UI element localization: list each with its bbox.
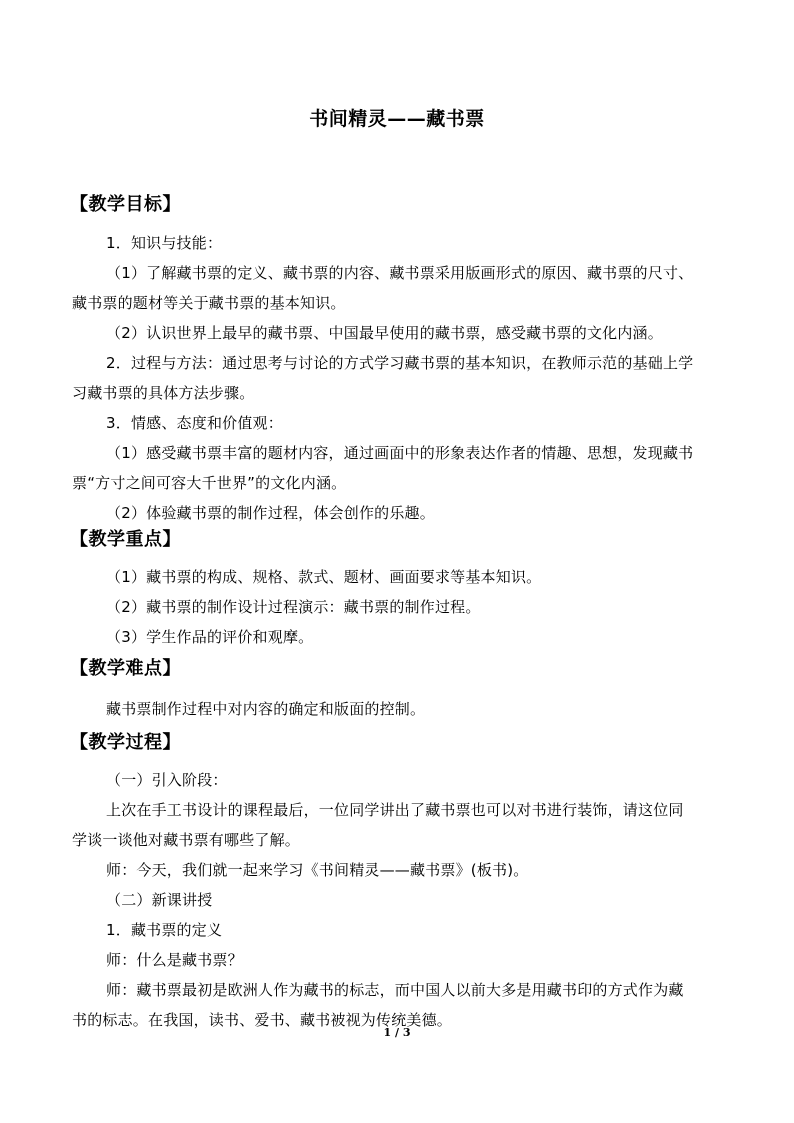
- section-heading-key-points: 【教学重点】: [70, 529, 181, 550]
- objective-process-method-line1: 2．过程与方法：通过思考与讨论的方式学习藏书票的基本知识，在教师示范的基础上学: [106, 354, 694, 372]
- process-definition-heading: 1．藏书票的定义: [106, 921, 223, 939]
- process-intro-stage: （一）引入阶段：: [106, 771, 228, 789]
- objective-emotion-attitude: 3．情感、态度和价值观：: [106, 414, 283, 432]
- key-points-paragraphs: [72, 562, 722, 652]
- process-intro-text-line2: 学谈一谈他对藏书票有哪些了解。: [72, 831, 301, 849]
- process-paragraphs: [72, 765, 722, 1035]
- objective-item-2: （2）认识世界上最早的藏书票、中国最早使用的藏书票，感受藏书票的文化内涵。: [106, 324, 663, 342]
- document-title: 书间精灵——藏书票: [309, 108, 485, 130]
- process-new-lesson: （二）新课讲授: [106, 891, 213, 909]
- section-heading-process: 【教学过程】: [70, 732, 181, 753]
- section-heading-objectives: 【教学目标】: [70, 194, 181, 215]
- objective-item-1-line1: （1）了解藏书票的定义、藏书票的内容、藏书票采用版画形式的原因、藏书票的尺寸、: [106, 264, 694, 282]
- process-teacher-answer-line1: 师：藏书票最初是欧洲人作为藏书的标志，而中国人以前大多是用藏书印的方式作为藏: [106, 981, 684, 999]
- key-point-1: （1）藏书票的构成、规格、款式、题材、画面要求等基本知识。: [106, 568, 542, 586]
- process-teacher-answer-line2: 书的标志。在我国，读书、爱书、藏书被视为传统美德。: [72, 1011, 453, 1029]
- difficulty-1: 藏书票制作过程中对内容的确定和版面的控制。: [106, 700, 426, 718]
- page-number: 1 / 3: [383, 1026, 411, 1039]
- objectives-paragraphs: [72, 228, 722, 528]
- process-intro-text-line1: 上次在手工书设计的课程最后，一位同学讲出了藏书票也可以对书进行装饰，请这位同: [106, 801, 684, 819]
- objective-emotion-item-1-line2: 票“方寸之间可容大千世界”的文化内涵。: [72, 474, 347, 492]
- objective-emotion-item-1-line1: （1）感受藏书票丰富的题材内容，通过画面中的形象表达作者的情趣、思想，发现藏书: [106, 444, 694, 462]
- section-heading-difficulties: 【教学难点】: [70, 658, 181, 679]
- process-teacher-question: 师：什么是藏书票？: [106, 951, 243, 969]
- objective-process-method-line2: 习藏书票的具体方法步骤。: [72, 384, 255, 402]
- process-teacher-today: 师：今天，我们就一起来学习《书间精灵——藏书票》(板书)。: [106, 861, 529, 879]
- difficulties-paragraphs: [72, 694, 722, 724]
- key-point-3: （3）学生作品的评价和观摩。: [106, 628, 314, 646]
- objective-item-1-line2: 藏书票的题材等关于藏书票的基本知识。: [72, 294, 346, 312]
- key-point-2: （2）藏书票的制作设计过程演示：藏书票的制作过程。: [106, 598, 481, 616]
- objective-knowledge-skills: 1．知识与技能：: [106, 234, 223, 252]
- objective-emotion-item-2: （2）体验藏书票的制作过程，体会创作的乐趣。: [106, 504, 435, 522]
